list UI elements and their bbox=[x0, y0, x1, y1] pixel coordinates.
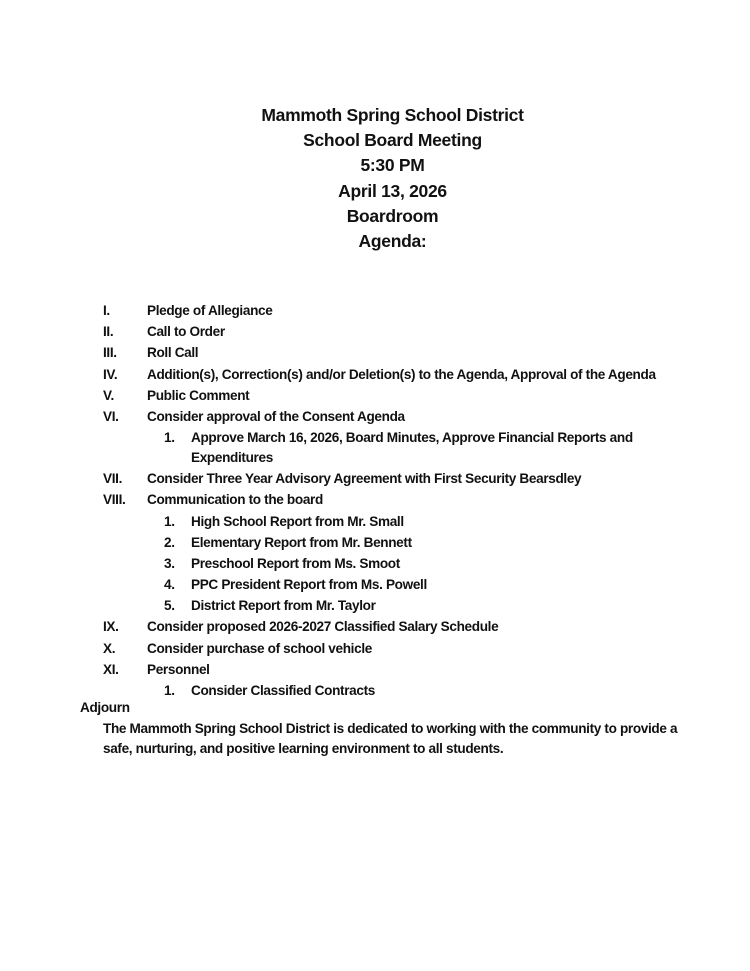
item-text: District Report from Mr. Taylor bbox=[191, 598, 376, 614]
item-number: V. bbox=[103, 387, 114, 403]
agenda-subitem bbox=[0, 595, 750, 616]
item-number: X. bbox=[103, 640, 116, 656]
agenda-subitem bbox=[0, 532, 750, 553]
item-text: Consider Classified Contracts bbox=[191, 683, 375, 698]
item-number: III. bbox=[103, 345, 117, 361]
agenda-item bbox=[0, 385, 750, 406]
agenda-subitem bbox=[0, 427, 750, 468]
mission-statement: The Mammoth Spring School District is dedicated to working with the community to provide a safe, nurturing, and positive learning environment to all students. bbox=[103, 721, 678, 756]
item-number: XI. bbox=[103, 661, 119, 677]
item-number: 4. bbox=[164, 577, 175, 593]
meeting-time: 5:30 PM bbox=[360, 155, 425, 176]
agenda-item bbox=[0, 342, 750, 363]
item-number: 5. bbox=[164, 598, 175, 614]
item-number: IV. bbox=[103, 366, 118, 382]
item-text: Preschool Report from Ms. Smoot bbox=[191, 555, 400, 571]
item-number: 2. bbox=[164, 534, 175, 550]
meeting-location: Boardroom bbox=[346, 205, 439, 226]
agenda-item bbox=[0, 300, 750, 321]
item-text: Consider Three Year Advisory Agreement with First Security Bearsdley bbox=[147, 471, 582, 487]
document-header bbox=[0, 103, 750, 254]
item-text: Consider purchase of school vehicle bbox=[147, 640, 372, 656]
item-text: Elementary Report from Mr. Bennett bbox=[191, 534, 412, 550]
meeting-name: School Board Meeting bbox=[303, 130, 482, 151]
item-number: VIII. bbox=[103, 492, 126, 508]
item-text: Communication to the board bbox=[147, 492, 323, 508]
agenda-item bbox=[0, 468, 750, 489]
agenda-item bbox=[0, 406, 750, 427]
item-text: PPC President Report from Ms. Powell bbox=[191, 577, 427, 593]
agenda-item bbox=[0, 638, 750, 659]
item-number: VI. bbox=[103, 408, 119, 424]
agenda-subitem bbox=[0, 553, 750, 574]
item-text: Approve March 16, 2026, Board Minutes, Approve Financial Reports and Expenditures bbox=[191, 430, 633, 466]
item-number: I. bbox=[103, 303, 110, 318]
item-text: Consider approval of the Consent Agenda bbox=[147, 408, 405, 424]
item-text: Call to Order bbox=[147, 324, 225, 340]
agenda-item bbox=[0, 616, 750, 637]
item-text: Roll Call bbox=[147, 345, 199, 361]
meeting-date: April 13, 2026 bbox=[338, 180, 447, 201]
agenda-list bbox=[0, 300, 750, 701]
item-number: IX. bbox=[103, 619, 119, 635]
agenda-subitem bbox=[0, 574, 750, 595]
agenda-item bbox=[0, 659, 750, 680]
item-text: High School Report from Mr. Small bbox=[191, 513, 404, 529]
adjourn-label: Adjourn bbox=[80, 700, 130, 715]
item-number: 3. bbox=[164, 555, 175, 571]
item-text: Pledge of Allegiance bbox=[147, 303, 273, 318]
item-number: II. bbox=[103, 324, 114, 340]
item-number: VII. bbox=[103, 471, 122, 487]
agenda-item bbox=[0, 321, 750, 342]
item-text: Public Comment bbox=[147, 387, 250, 403]
item-text: Addition(s), Correction(s) and/or Deletion(s) to the Agenda, Approval of the Agenda bbox=[147, 366, 656, 382]
district-name: Mammoth Spring School District bbox=[261, 105, 524, 125]
item-number: 1. bbox=[164, 513, 175, 529]
item-text: Consider proposed 2026-2027 Classified Salary Schedule bbox=[147, 619, 499, 635]
item-number: 1. bbox=[164, 683, 175, 698]
agenda-subitem bbox=[0, 511, 750, 532]
agenda-item bbox=[0, 489, 750, 510]
item-text: Personnel bbox=[147, 661, 210, 677]
item-number: 1. bbox=[164, 430, 175, 446]
agenda-heading: Agenda: bbox=[358, 231, 427, 252]
agenda-item bbox=[0, 364, 750, 385]
agenda-subitem bbox=[0, 680, 750, 701]
